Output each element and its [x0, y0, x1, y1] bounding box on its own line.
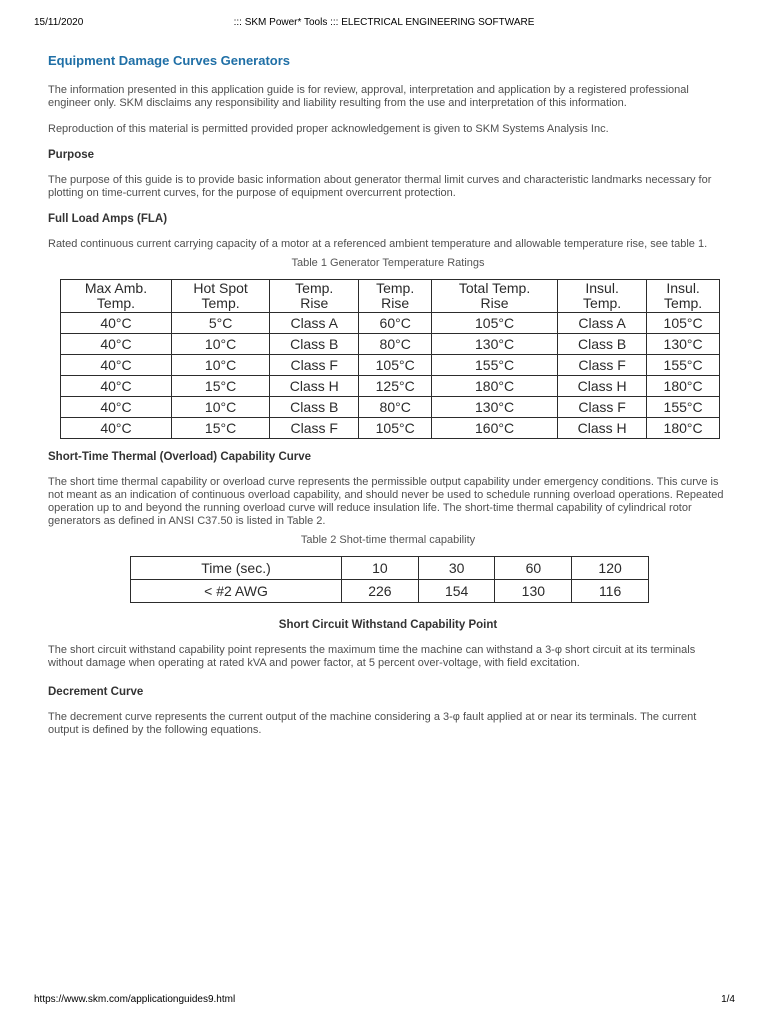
table-cell: 60 [495, 557, 572, 580]
table-row [61, 313, 720, 334]
table-cell: 180°C [647, 418, 720, 439]
table-cell: 130°C [432, 334, 558, 355]
disclaimer-paragraph: The information presented in this application guide is for review, approval, interpretation and application by a registered professional engineer only. SKM disclaims any responsibility and liability resulting from the use and interpretation of this information. [48, 84, 689, 109]
short-time-thermal-heading: Short-Time Thermal (Overload) Capability Curve [48, 451, 312, 463]
table-cell: 160°C [432, 418, 558, 439]
table-cell: 40°C [61, 334, 172, 355]
table-cell: 5°C [171, 313, 269, 334]
table-cell: 80°C [359, 397, 432, 418]
table-cell: 154 [418, 580, 495, 603]
table-row [61, 355, 720, 376]
short-time-thermal-paragraph: The short time thermal capability or overload curve represents the permissible output capability under emergency conditions. This curve is not meant as an indication of continuous overload capability, and should never be used to schedule running overload operations. Repeated operation up to and beyond the running overload curve will reduce insulation life. The short-time thermal capability of cylindrical rotor generators as defined in ANSI C37.50 is listed in Table 2. [48, 476, 724, 527]
table-cell: 105°C [647, 313, 720, 334]
table-cell: 40°C [61, 418, 172, 439]
table-cell: Class A [558, 313, 647, 334]
table-cell: Class H [270, 376, 359, 397]
table-row [61, 397, 720, 418]
page-url: https://www.skm.com/applicationguides9.html [34, 994, 236, 1005]
table-cell: Class F [558, 355, 647, 376]
page-number: 1/4 [721, 994, 735, 1005]
table-header-cell: Temp. Rise [270, 280, 359, 313]
table2-caption: Table 2 Shot-time thermal capability [300, 534, 476, 546]
table-cell: 30 [418, 557, 495, 580]
table-header-cell: Insul. Temp. [558, 280, 647, 313]
table-cell: 105°C [432, 313, 558, 334]
fla-paragraph: Rated continuous current carrying capacity of a motor at a referenced ambient temperature and allowable temperature rise, see table 1. [48, 238, 708, 250]
table-cell: 105°C [359, 355, 432, 376]
table-cell: 40°C [61, 397, 172, 418]
table-cell: 40°C [61, 355, 172, 376]
print-header-title: ::: SKM Power* Tools ::: ELECTRICAL ENGINEERING SOFTWARE [233, 17, 535, 28]
table-cell: 10°C [171, 334, 269, 355]
table-cell: 10°C [171, 397, 269, 418]
purpose-heading: Purpose [48, 149, 95, 161]
table-row [131, 580, 649, 603]
table-cell: 125°C [359, 376, 432, 397]
table-cell: 105°C [359, 418, 432, 439]
reproduction-paragraph: Reproduction of this material is permitted provided proper acknowledgement is given to SKM Systems Analysis Inc. [48, 123, 609, 135]
table-header-cell: Max Amb. Temp. [61, 280, 172, 313]
table-cell: Class F [270, 355, 359, 376]
print-date: 15/11/2020 [34, 17, 84, 28]
generator-temperature-table [60, 279, 720, 439]
short-circuit-withstand-paragraph: The short circuit withstand capability point represents the maximum time the machine can withstand a 3-φ short circuit at its terminals without damage when operating at rated kVA and power factor, at 5 percent over-voltage, with field excitation. [48, 644, 696, 669]
table-cell: 15°C [171, 376, 269, 397]
table-cell: 116 [572, 580, 649, 603]
table1-caption: Table 1 Generator Temperature Ratings [291, 257, 485, 269]
table-cell: 120 [572, 557, 649, 580]
table-cell: 15°C [171, 418, 269, 439]
table-row [61, 376, 720, 397]
table-cell: Class H [558, 376, 647, 397]
table-cell: 10 [342, 557, 419, 580]
page-title: Equipment Damage Curves Generators [48, 53, 291, 68]
table-header-row [61, 280, 720, 313]
table-cell: 130°C [647, 334, 720, 355]
table-cell: 130 [495, 580, 572, 603]
table-cell: Class F [270, 418, 359, 439]
table-cell: 155°C [432, 355, 558, 376]
table-cell: 155°C [647, 397, 720, 418]
table-cell: 60°C [359, 313, 432, 334]
purpose-paragraph: The purpose of this guide is to provide basic information about generator thermal limit curves and characteristic landmarks necessary for plotting on time-current curves, for the purpose of equipment overcurrent protection. [48, 174, 712, 199]
fla-heading: Full Load Amps (FLA) [48, 213, 168, 225]
table-cell: Class A [270, 313, 359, 334]
table-cell: 10°C [171, 355, 269, 376]
short-time-capability-table [130, 556, 649, 603]
decrement-curve-paragraph: The decrement curve represents the current output of the machine considering a 3-φ fault applied at or near its terminals. The current output is defined by the following equations. [48, 711, 697, 736]
table-cell: Class F [558, 397, 647, 418]
table-cell: Time (sec.) [131, 557, 342, 580]
table-cell: 180°C [432, 376, 558, 397]
table-cell: Class B [270, 397, 359, 418]
decrement-curve-heading: Decrement Curve [48, 686, 144, 698]
table-cell: 180°C [647, 376, 720, 397]
table-cell: Class B [270, 334, 359, 355]
table-cell: 155°C [647, 355, 720, 376]
short-circuit-withstand-heading: Short Circuit Withstand Capability Point [278, 619, 498, 631]
table-cell: 80°C [359, 334, 432, 355]
table-header-cell: Insul. Temp. [647, 280, 720, 313]
table-cell: 130°C [432, 397, 558, 418]
table-header-cell: Temp. Rise [359, 280, 432, 313]
table-cell: 40°C [61, 376, 172, 397]
document-body [48, 53, 728, 750]
table-header-cell: Total Temp. Rise [432, 280, 558, 313]
table-cell: < #2 AWG [131, 580, 342, 603]
table-cell: 40°C [61, 313, 172, 334]
table-row [131, 557, 649, 580]
table-row [61, 418, 720, 439]
table-header-cell: Hot Spot Temp. [171, 280, 269, 313]
table-cell: 226 [342, 580, 419, 603]
table-cell: Class B [558, 334, 647, 355]
table-cell: Class H [558, 418, 647, 439]
table-row [61, 334, 720, 355]
